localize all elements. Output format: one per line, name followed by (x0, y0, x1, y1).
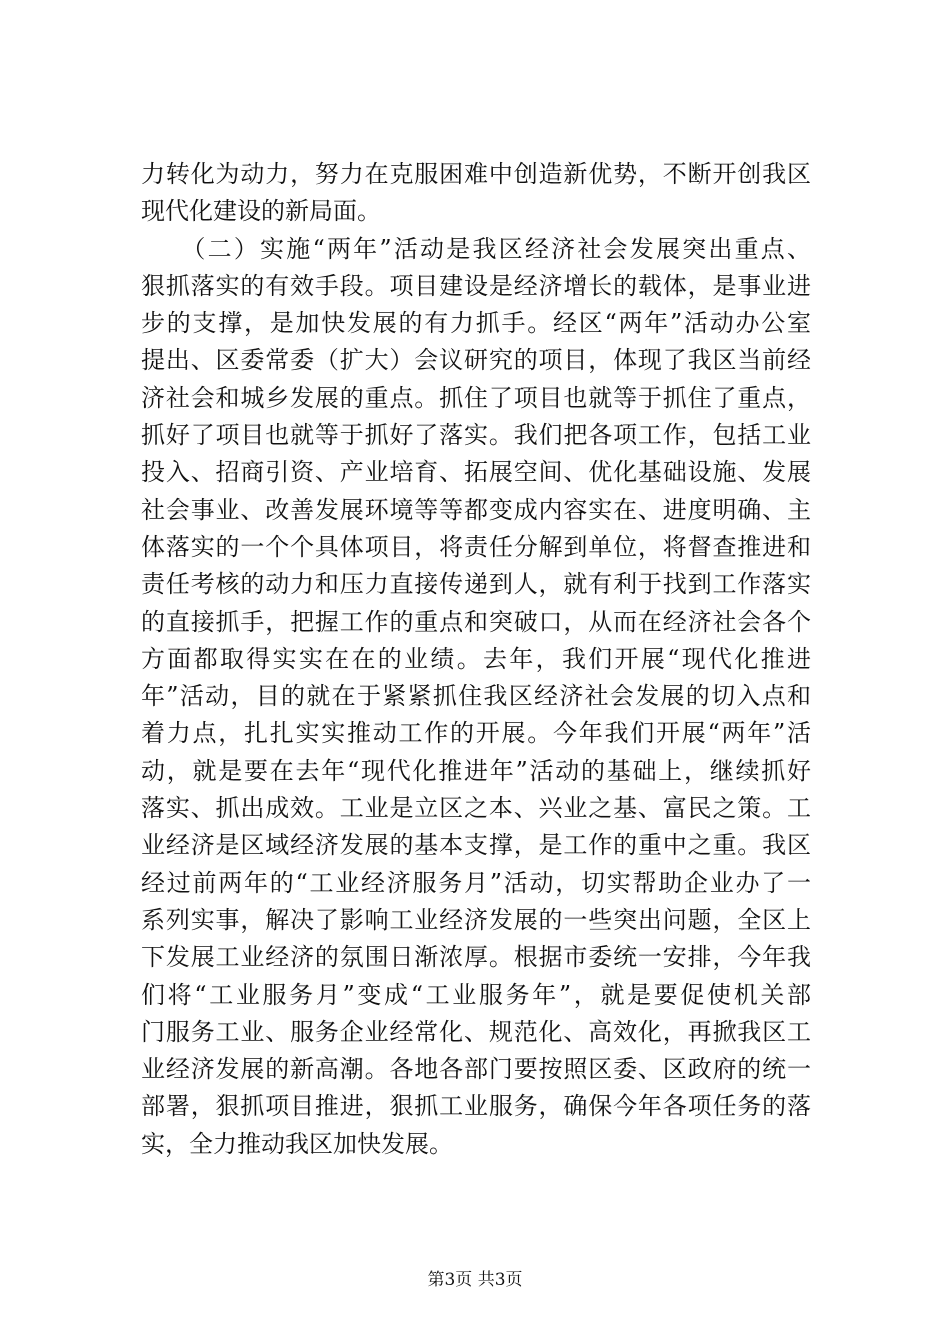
text-line: 动，就是要在去年“现代化推进年”活动的基础上，继续抓好 (141, 756, 811, 785)
text-line: 济社会和城乡发展的重点。抓住了项目也就等于抓住了重点， (141, 383, 811, 412)
text-line: 年”活动，目的就在于紧紧抓住我区经济社会发展的切入点和 (141, 682, 811, 711)
text-line: 下发展工业经济的氛围日渐浓厚。根据市委统一安排，今年我 (141, 943, 811, 972)
text-line: 力转化为动力，努力在克服困难中创造新优势，不断开创我区 (141, 160, 811, 188)
text-line: 社会事业、改善发展环境等等都变成内容实在、进度明确、主 (141, 495, 811, 524)
text-line: 提出、区委常委（扩大）会议研究的项目，体现了我区当前经 (141, 346, 811, 375)
text-line: 狠抓落实的有效手段。项目建设是经济增长的载体，是事业进 (141, 271, 811, 300)
text-line: 门服务工业、服务企业经常化、规范化、高效化，再掀我区工 (141, 1017, 811, 1046)
text-line: 抓好了项目也就等于抓好了落实。我们把各项工作，包括工业 (141, 421, 811, 450)
text-line: 着力点，扎扎实实推动工作的开展。今年我们开展“两年”活 (141, 719, 811, 748)
text-line: 落实、抓出成效。工业是立区之本、兴业之基、富民之策。工 (141, 794, 811, 823)
text-line: （二）实施“两年”活动是我区经济社会发展突出重点、 (141, 234, 811, 263)
page-footer: 第3页 共3页 (427, 1270, 523, 1290)
text-line: 们将“工业服务月”变成“工业服务年”，就是要促使机关部 (141, 980, 811, 1009)
text-line: 责任考核的动力和压力直接传递到人，就有利于找到工作落实 (141, 570, 811, 599)
text-line: 体落实的一个个具体项目，将责任分解到单位，将督查推进和 (141, 532, 811, 561)
text-line: 业经济发展的新高潮。各地各部门要按照区委、区政府的统一 (141, 1055, 811, 1084)
text-line: 业经济是区域经济发展的基本支撑，是工作的重中之重。我区 (141, 831, 811, 860)
text-line: 实，全力推动我区加快发展。 (141, 1129, 453, 1158)
text-line: 经过前两年的“工业经济服务月”活动，切实帮助企业办了一 (141, 868, 811, 897)
text-line: 的直接抓手，把握工作的重点和突破口，从而在经济社会各个 (141, 607, 811, 636)
text-line: 投入、招商引资、产业培育、拓展空间、优化基础设施、发展 (141, 458, 811, 487)
text-line: 方面都取得实实在在的业绩。去年，我们开展“现代化推进 (141, 644, 811, 673)
text-line: 系列实事，解决了影响工业经济发展的一些突出问题，全区上 (141, 905, 811, 934)
text-line: 现代化建设的新局面。 (141, 197, 381, 226)
text-line: 步的支撑，是加快发展的有力抓手。经区“两年”活动办公室 (141, 309, 811, 338)
text-line: 部署，狠抓项目推进，狠抓工业服务，确保今年各项任务的落 (141, 1092, 811, 1121)
body-text (141, 156, 811, 1163)
